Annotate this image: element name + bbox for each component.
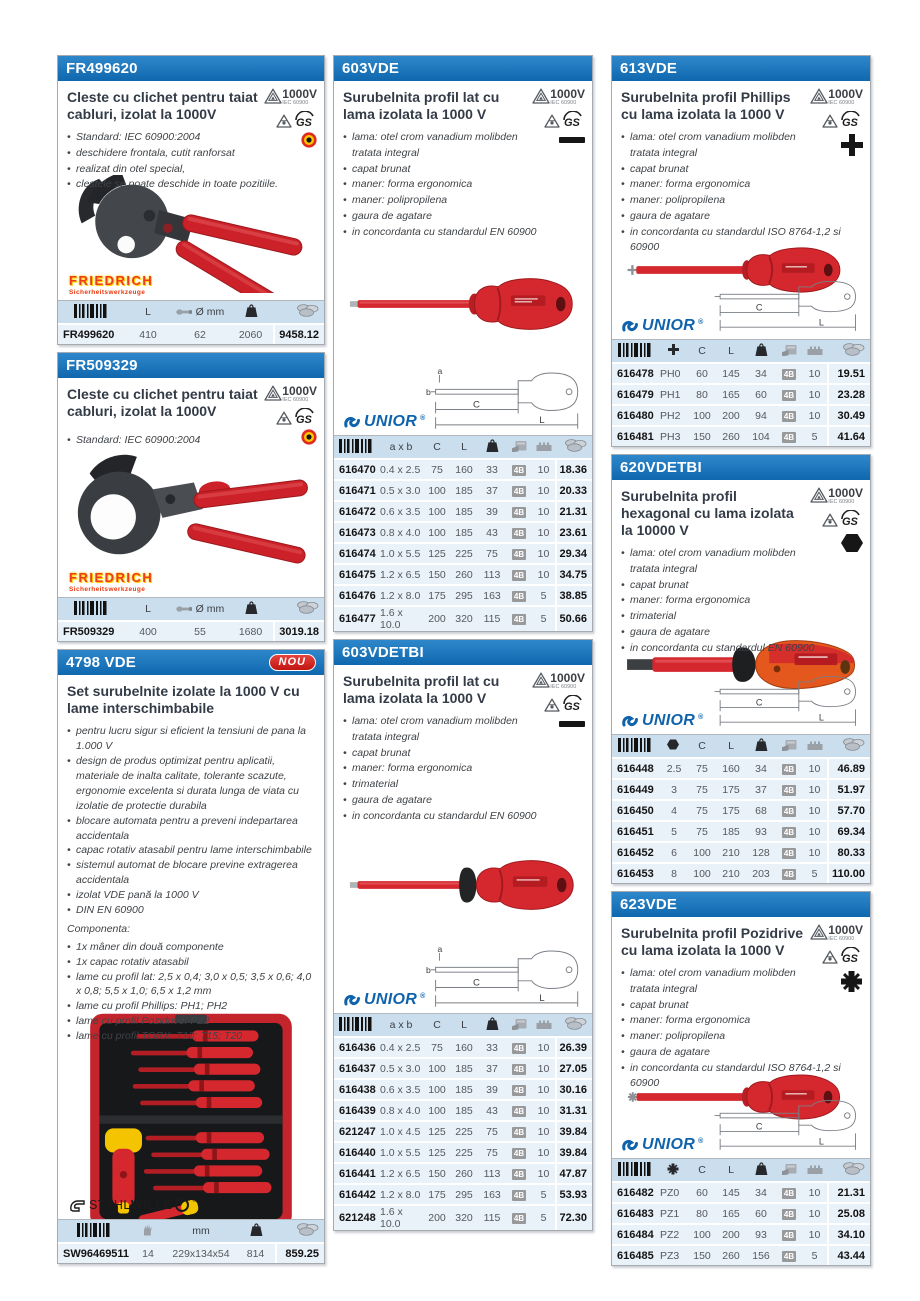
pack-code-badge: 4B xyxy=(783,827,795,837)
bullet-item: • in concordanta cu standardul EN 60900 xyxy=(343,809,583,825)
barcode-icon xyxy=(339,439,373,453)
svg-text:L: L xyxy=(538,414,545,426)
weight-icon xyxy=(250,1223,263,1236)
bullet-item: • blocare automata pentru a preveni indepartarea accidentala xyxy=(67,814,315,844)
blade-size-header: a x b xyxy=(378,436,424,460)
certification-icons: 1000V IEC 60900 GS xyxy=(527,88,585,144)
pack-code-badge: 4B xyxy=(783,869,795,879)
table-row: 616475 1.2 x 6.5 150 260 113 4B 10 34.75 xyxy=(334,564,592,585)
table-row: 621248 1.6 x 10.0 200 320 115 4B 5 72.30 xyxy=(334,1205,592,1230)
screwdriver-image xyxy=(344,258,582,350)
product-block-620vdetbi xyxy=(611,454,871,884)
bullet-item: • maner: forma ergonomica xyxy=(343,761,583,777)
component-item: • 1x mâner din două componente xyxy=(67,940,315,955)
product-header-bar xyxy=(334,56,592,81)
package-icon xyxy=(782,344,797,356)
friedrich-logo: FRIEDRICH Sicherheitswerkzeuge xyxy=(69,272,154,296)
product-block-613vde xyxy=(611,55,871,447)
bullet-item: • pentru lucru sigur si eficient la tensiuni de pana la 1.000 V xyxy=(67,724,315,754)
table-row: 616442 1.2 x 8.0 175 295 163 4B 5 53.93 xyxy=(334,1184,592,1205)
svg-text:L: L xyxy=(818,712,825,723)
table-row: 616437 0.5 x 3.0 100 185 37 4B 10 27.05 xyxy=(334,1058,592,1079)
table-row: 621247 1.0 x 4.5 125 225 75 4B 10 39.84 xyxy=(334,1121,592,1142)
table-row: 616482 PZ0 60 145 34 4B 10 21.31 xyxy=(612,1182,870,1203)
bullet-item: • maner: polipropilena xyxy=(621,1029,861,1045)
pack-code-badge: 4B xyxy=(513,1064,525,1074)
table-row: SW96469511 14 229x134x54 814 859.25 xyxy=(58,1243,324,1263)
bullet-item: • maner: forma ergonomica xyxy=(343,177,583,193)
svg-text:GS: GS xyxy=(296,116,312,128)
stahlwille-logo: STAHLWILLE ® xyxy=(69,1196,315,1214)
product-table: L Ø mm FR509329 400 55 1680 3019.18 xyxy=(58,597,324,641)
dimension-diagram xyxy=(711,676,861,730)
bullet-item: • lama: otel crom vanadium molibden tratata integral xyxy=(621,966,861,998)
product-code: 4798 VDE xyxy=(66,654,136,671)
phillips-symbol-icon xyxy=(841,134,863,156)
product-block-623vde xyxy=(611,891,871,1266)
insulated-1000v-icon xyxy=(532,672,550,688)
bullet-item: • design de produs optimizat pentru aplicatii, materiale de inalta calitate, tolerante scazute, ergonomie excelenta si durata lunga de viata cu izolatie de protectie durabila xyxy=(67,754,315,814)
bullet-item: • Standard: IEC 60900:2004 xyxy=(67,433,315,449)
unior-mark-icon xyxy=(343,991,361,1009)
product-header-bar xyxy=(58,650,324,675)
bullet-item: • capac rotativ atasabil pentru lame interschimbabile xyxy=(67,843,315,858)
unior-logo: UNIOR ® xyxy=(343,413,426,431)
svg-text:b: b xyxy=(425,965,431,976)
table-row: 616452 6 100 210 128 4B 10 80.33 xyxy=(612,842,870,863)
pieces-hand-icon xyxy=(142,1223,154,1236)
table-row: FR499620 410 62 2060 9458.12 xyxy=(58,324,324,344)
pack-code-badge: 4B xyxy=(513,1148,525,1158)
componenta-label: Componenta: xyxy=(67,922,131,935)
bullet-item: • capat brunat xyxy=(343,162,583,178)
table-row: 616451 5 75 185 93 4B 10 69.34 xyxy=(612,821,870,842)
screwdriver-image xyxy=(344,839,582,931)
table-row: 616481 PH3 150 260 104 4B 5 41.64 xyxy=(612,426,870,446)
table-row: 616480 PH2 100 200 94 4B 10 30.49 xyxy=(612,405,870,426)
insulated-1000v-icon xyxy=(264,385,282,401)
product-header-bar xyxy=(334,640,592,665)
weight-icon xyxy=(245,601,258,614)
table-row: 616450 4 75 175 68 4B 10 57.70 xyxy=(612,800,870,821)
unior-logo: UNIOR ® xyxy=(343,991,426,1009)
barcode-icon xyxy=(618,1162,652,1176)
pack-code-badge: 4B xyxy=(513,1127,525,1137)
bullet-item: • capat brunat xyxy=(621,998,861,1014)
svg-text:a: a xyxy=(437,943,442,954)
length-header: L xyxy=(124,301,172,325)
table-row: 616438 0.6 x 3.5 100 185 39 4B 10 30.16 xyxy=(334,1079,592,1100)
pack-code-badge: 4B xyxy=(513,591,525,601)
certification-icons xyxy=(259,88,317,148)
iec-standard-label: IEC 60900 xyxy=(282,100,309,106)
table-row: 616478 PH0 60 145 34 4B 10 19.51 xyxy=(612,363,870,384)
product-block-603vdetbi xyxy=(333,639,593,1231)
pack-code-badge: 4B xyxy=(783,764,795,774)
gs-mark-icon xyxy=(839,947,863,964)
table-row: 616473 0.8 x 4.0 100 185 43 4B 10 23.61 xyxy=(334,522,592,543)
insulated-1000v-icon xyxy=(810,487,828,503)
bullet-item: • gaura de agatare xyxy=(621,1045,861,1061)
pack-code-badge: 4B xyxy=(513,1214,525,1223)
svg-text:L: L xyxy=(818,1136,825,1147)
vde-icon xyxy=(276,411,292,425)
pack-code-badge: 4B xyxy=(783,390,795,400)
gs-mark-icon xyxy=(293,408,317,425)
insulated-1000v-icon xyxy=(810,88,828,104)
pack-code-badge: 4B xyxy=(513,486,525,496)
bullet-item: • maner: forma ergonomica xyxy=(621,1013,861,1029)
dimensions-header: mm xyxy=(166,1220,236,1244)
table-row: 616485 PZ3 150 260 156 4B 5 43.44 xyxy=(612,1245,870,1265)
table-row: 616470 0.4 x 2.5 75 160 33 4B 10 18.36 xyxy=(334,459,592,480)
product-table xyxy=(58,1219,324,1263)
germany-dot-icon xyxy=(301,132,317,148)
svg-text:L: L xyxy=(818,317,825,328)
barcode-icon xyxy=(339,1017,373,1031)
product-code: 623VDE xyxy=(620,896,678,913)
svg-text:a: a xyxy=(437,365,442,376)
bullet-item: • lama: otel crom vanadium molibden tratata integral xyxy=(621,546,861,578)
bullet-item: • in concordanta cu standardul ISO 8764-1,2 si 60900 xyxy=(621,1061,861,1093)
product-title: Surubelnita profil Phillips cu lama izolata la 1000 V xyxy=(621,89,791,123)
insulated-1000v-icon xyxy=(264,88,282,104)
column-left xyxy=(57,55,325,1271)
product-block-fr509329 xyxy=(57,352,325,642)
dimension-diagram xyxy=(426,943,583,1009)
package-icon xyxy=(782,739,797,751)
component-item: • lame cu profil lat: 2,5 x 0,4; 3,0 x 0,5; 3,5 x 0,6; 4,0 x 0,8; 5,5 x 1,0; 6,5 x 1,2 mm xyxy=(67,970,315,1000)
pack-code-badge: 4B xyxy=(513,528,525,538)
pack-code-badge: 4B xyxy=(783,432,795,442)
stahlwille-ring-icon xyxy=(174,1197,190,1213)
svg-text:L: L xyxy=(538,992,545,1004)
table-row: 616477 1.6 x 10.0 200 320 115 4B 5 50.66 xyxy=(334,606,592,631)
pack-code-badge: 4B xyxy=(513,465,525,475)
table-row: 616449 3 75 175 37 4B 10 51.97 xyxy=(612,779,870,800)
pack-code-badge: 4B xyxy=(513,507,525,517)
bullet-item: • capat brunat xyxy=(621,162,861,178)
table-row: 616440 1.0 x 5.5 125 225 75 4B 10 39.84 xyxy=(334,1142,592,1163)
package-icon xyxy=(512,1018,527,1030)
vde-icon xyxy=(544,114,560,128)
unior-mark-icon xyxy=(343,413,361,431)
bullet-item: • trimaterial xyxy=(343,777,583,793)
table-row: 616479 PH1 80 165 60 4B 10 23.28 xyxy=(612,384,870,405)
table-row: 616453 8 100 210 203 4B 5 110.00 xyxy=(612,863,870,883)
pack-code-badge: 4B xyxy=(513,1106,525,1116)
price-coins-icon xyxy=(297,304,320,317)
vde-icon xyxy=(822,950,838,964)
product-title: Cleste cu clichet pentru taiat cabluri, izolat la 1000V xyxy=(67,386,258,420)
bullet-item: • maner: polipropilena xyxy=(343,193,583,209)
product-code: 620VDETBI xyxy=(620,459,702,476)
vde-icon xyxy=(822,114,838,128)
bullet-item: • Standard: IEC 60900:2004 xyxy=(67,130,315,146)
product-header-bar xyxy=(58,353,324,378)
svg-text:b: b xyxy=(425,387,431,398)
bullet-item: • realizat din otel special, xyxy=(67,162,315,178)
dimension-diagram xyxy=(426,365,583,431)
certification-icons: 1000V IEC 60900 GS xyxy=(805,924,863,993)
pack-code-badge: 4B xyxy=(783,785,795,795)
product-title: Surubelnita profil Pozidrive cu lama izolata la 1000 V xyxy=(621,925,804,959)
bullet-item: • clestele se poate deschide in toate pozitiile. xyxy=(67,177,315,193)
bullet-item: • gaura de agatare xyxy=(343,793,583,809)
svg-text:C: C xyxy=(472,399,480,411)
unior-logo: UNIOR ® xyxy=(621,317,704,335)
bullet-item: • capat brunat xyxy=(621,578,861,594)
pack-code-badge: 4B xyxy=(783,411,795,421)
pack-code-badge: 4B xyxy=(783,369,795,379)
certification-icons: 1000V IEC 60900 GS xyxy=(805,487,863,553)
column-middle xyxy=(333,55,593,1238)
bullet-list xyxy=(621,546,861,656)
bullet-item: • maner: forma ergonomica xyxy=(621,177,861,193)
unior-logo: UNIOR ® xyxy=(621,712,704,730)
new-badge: NOU xyxy=(269,654,316,671)
table-row: 616474 1.0 x 5.5 125 225 75 4B 10 29.34 xyxy=(334,543,592,564)
svg-text:C: C xyxy=(472,977,480,989)
product-title: Surubelnita profil lat cu lama izolata la 1000 V xyxy=(343,673,500,707)
insulated-1000v-icon xyxy=(810,924,828,940)
certification-icons: 1000V IEC 60900 GS xyxy=(259,385,317,445)
product-table xyxy=(58,300,324,344)
product-header-bar xyxy=(58,56,324,81)
unior-mark-icon xyxy=(621,712,639,730)
bullet-item: • sistemul automat de blocare previne extragerea accidentala xyxy=(67,858,315,888)
table-row: 616436 0.4 x 2.5 75 160 33 4B 10 26.39 xyxy=(334,1037,592,1058)
gs-mark-icon xyxy=(839,510,863,527)
pack-code-badge: 4B xyxy=(513,570,525,580)
pack-code-badge: 4B xyxy=(783,1188,795,1198)
insulated-1000v-icon xyxy=(532,88,550,104)
barcode-icon xyxy=(618,738,652,752)
component-list xyxy=(67,940,315,1044)
dimension-diagram xyxy=(711,1100,861,1154)
bullet-item: • gaura de agatare xyxy=(621,625,861,641)
pozidriv-symbol-icon xyxy=(840,970,863,993)
product-block-4798vde xyxy=(57,649,325,1264)
cut-diameter-icon xyxy=(176,604,193,614)
vde-icon xyxy=(822,513,838,527)
package-icon xyxy=(512,440,527,452)
bullet-item: • DIN EN 60900 xyxy=(67,903,315,918)
product-table: C L 616478 PH0 60 145 34 4B 10 19.51 616479 PH1 80 165 60 4B 10 23.28 616480 PH2 100 200 94 4B 10 30.49 616481 PH3 150 260 104 4B 5 41.64 xyxy=(612,339,870,446)
pack-code-badge: 4B xyxy=(513,1043,525,1053)
product-code: 603VDE xyxy=(342,60,400,77)
gs-mark-icon xyxy=(561,695,585,712)
vde-icon xyxy=(544,698,560,712)
svg-text:GS: GS xyxy=(842,116,858,128)
bullet-item: • deschidere frontala, cutit ranforsat xyxy=(67,146,315,162)
product-title: Cleste cu clichet pentru taiat cabluri, izolat la 1000V xyxy=(67,89,258,123)
product-table: C L 616482 PZ0 60 145 34 4B 10 21.31 616483 PZ1 80 165 60 4B 10 25.08 616484 PZ2 100 200 93 4B 10 34.10 616485 PZ3 150 260 156 4B 5 43.44 xyxy=(612,1158,870,1265)
pack-code-badge: 4B xyxy=(513,1190,525,1200)
pack-code-badge: 4B xyxy=(783,806,795,816)
bullet-item: • capat brunat xyxy=(343,746,583,762)
barcode-icon xyxy=(74,304,108,318)
svg-text:GS: GS xyxy=(842,515,858,527)
product-title: Surubelnita profil hexagonal cu lama izolata la 10000 V xyxy=(621,488,794,539)
component-item: • 1x capac rotativ atasabil xyxy=(67,955,315,970)
weight-icon xyxy=(486,439,499,452)
pack-code-badge: 4B xyxy=(513,615,525,624)
vde-icon xyxy=(276,114,292,128)
bullet-item: • lama: otel crom vanadium molibden tratata integral xyxy=(621,130,861,162)
bullet-item: • trimaterial xyxy=(621,609,861,625)
barcode-icon xyxy=(74,601,108,615)
bullet-item: • maner: polipropilena xyxy=(621,193,861,209)
weight-icon xyxy=(755,1162,768,1175)
product-block-fr499620 xyxy=(57,55,325,345)
product-header-bar xyxy=(612,892,870,917)
bullet-item: • gaura de agatare xyxy=(621,209,861,225)
pack-code-badge: 4B xyxy=(783,1251,795,1261)
pack-code-badge: 4B xyxy=(513,1085,525,1095)
svg-text:C: C xyxy=(755,1121,763,1132)
table-row: 616471 0.5 x 3.0 100 185 37 4B 10 20.33 xyxy=(334,480,592,501)
bullet-item: • in concordanta cu standardul EN 60900 xyxy=(621,641,861,657)
friedrich-logo: FRIEDRICH Sicherheitswerkzeuge xyxy=(69,569,154,593)
component-item: • lame cu profil TORX: T10; T15; T20 xyxy=(67,1029,315,1044)
table-row: FR509329 400 55 1680 3019.18 xyxy=(58,621,324,641)
bullet-item: • lama: otel crom vanadium molibden tratata integral xyxy=(343,130,583,162)
barcode-icon xyxy=(77,1223,111,1237)
gs-mark-icon xyxy=(293,111,317,128)
certification-icons: 1000V IEC 60900 GS xyxy=(805,88,863,156)
column-right xyxy=(611,55,871,1273)
product-table: a x b C L 616470 0.4 x 2.5 75 160 33 4B 10 18.36 616471 0.5 x 3.0 100 185 37 4B 10 20.33 616472 0.6 x 3.5 100 185 39 4B 10 21.31 616473 0.8 x 4.0 100 185 43 4B 10 23.61 616474 1.0 x 5.5 125 225 75 4B 10 29.34 616475 1.2 x 6.5 150 260 113 4B 10 34.75 616476 1.2 x 8.0 175 295 163 4B 5 38.85 616477 1.6 x 10.0 200 320 115 4B 5 50.66 xyxy=(334,435,592,631)
price-coins-icon xyxy=(843,1162,866,1175)
pack-quantity-icon xyxy=(807,740,823,750)
pack-code-badge: 4B xyxy=(513,549,525,559)
bullet-item: • lama: otel crom vanadium molibden tratata integral xyxy=(343,714,583,746)
table-row: 616439 0.8 x 4.0 100 185 43 4B 10 31.31 xyxy=(334,1100,592,1121)
product-code: 603VDETBI xyxy=(342,644,424,661)
bullet-item: • in concordanta cu standardul ISO 8764-1,2 si 60900 xyxy=(621,225,861,257)
barcode-icon xyxy=(618,343,652,357)
table-row: 616484 PZ2 100 200 93 4B 10 34.10 xyxy=(612,1224,870,1245)
bullet-list xyxy=(343,130,583,240)
bullet-item: • maner: forma ergonomica xyxy=(621,593,861,609)
product-code: 613VDE xyxy=(620,60,678,77)
product-header-bar xyxy=(612,455,870,480)
cable-cutter-image xyxy=(68,448,314,572)
diameter-header: Ø mm xyxy=(195,306,225,318)
package-icon xyxy=(782,1163,797,1175)
svg-text:C: C xyxy=(755,697,763,708)
component-item: • lame cu profil Phillips: PH1; PH2 xyxy=(67,999,315,1014)
unior-mark-icon xyxy=(621,1136,639,1154)
price-coins-icon xyxy=(297,601,320,614)
svg-text:C: C xyxy=(755,302,763,313)
pack-quantity-icon xyxy=(536,441,552,451)
bullet-item: • gaura de agatare xyxy=(343,209,583,225)
table-row: 616476 1.2 x 8.0 175 295 163 4B 5 38.85 xyxy=(334,585,592,606)
germany-dot-icon xyxy=(301,429,317,445)
voltage-label: 1000V xyxy=(282,87,317,101)
product-title: Set surubelnite izolate la 1000 V cu lame interschimbabile xyxy=(67,683,300,717)
pack-quantity-icon xyxy=(807,345,823,355)
product-table: C L 616448 2.5 75 160 34 4B 10 46.89 616449 3 75 175 37 4B 10 51.97 616450 4 75 175 68 4B 10 57.70 616451 5 75 185 93 4B 10 69.34 616452 6 100 210 128 4B 10 80.33 616453 8 100 210 203 4B 5 110.00 xyxy=(612,734,870,883)
bullet-item: • in concordanta cu standardul EN 60900 xyxy=(343,225,583,241)
pack-code-badge: 4B xyxy=(783,1209,795,1219)
pack-code-badge: 4B xyxy=(513,1169,525,1179)
price-coins-icon xyxy=(565,1017,588,1030)
weight-icon xyxy=(755,343,768,356)
pack-quantity-icon xyxy=(536,1019,552,1029)
product-block-603vde xyxy=(333,55,593,632)
bullet-list xyxy=(343,714,583,824)
slotted-blade-icon xyxy=(559,720,585,728)
bullet-list xyxy=(67,724,315,918)
gs-mark-icon xyxy=(839,111,863,128)
weight-icon xyxy=(245,304,258,317)
table-row: 616472 0.6 x 3.5 100 185 39 4B 10 21.31 xyxy=(334,501,592,522)
weight-icon xyxy=(486,1017,499,1030)
cut-diameter-icon xyxy=(176,307,193,317)
product-code: FR499620 xyxy=(66,60,138,77)
bullet-item: • izolat VDE pană la 1000 V xyxy=(67,888,315,903)
svg-text:GS: GS xyxy=(564,700,580,712)
pack-code-badge: 4B xyxy=(783,848,795,858)
table-row: 616483 PZ1 80 165 60 4B 10 25.08 xyxy=(612,1203,870,1224)
svg-text:GS: GS xyxy=(296,413,312,425)
product-title: Surubelnita profil lat cu lama izolata la 1000 V xyxy=(343,89,500,123)
stahlwille-mark-icon xyxy=(69,1198,87,1213)
hexagon-symbol-icon xyxy=(841,533,863,553)
unior-logo: UNIOR ® xyxy=(621,1136,704,1154)
table-row: 616448 2.5 75 160 34 4B 10 46.89 xyxy=(612,758,870,779)
price-coins-icon xyxy=(297,1223,320,1236)
dimension-diagram xyxy=(711,281,861,335)
svg-text:GS: GS xyxy=(842,952,858,964)
price-coins-icon xyxy=(565,439,588,452)
certification-icons: 1000V IEC 60900 GS xyxy=(527,672,585,728)
svg-text:GS: GS xyxy=(564,116,580,128)
price-coins-icon xyxy=(843,738,866,751)
gs-mark-icon xyxy=(561,111,585,128)
product-table: a x b C L 616436 0.4 x 2.5 75 160 33 4B 10 26.39 616437 0.5 x 3.0 100 185 37 4B 10 27.05 616438 0.6 x 3.5 100 185 39 4B 10 30.16 616439 0.8 x 4.0 100 185 43 4B 10 31.31 621247 1.0 x 4.5 125 225 75 4B 10 39.84 616440 1.0 x 5.5 125 225 75 4B 10 39.84 616441 1.2 x 6.5 150 260 113 4B 10 47.87 616442 1.2 x 8.0 175 295 163 4B 5 53.93 621248 1.6 x 10.0 200 320 115 4B 5 72.30 xyxy=(334,1013,592,1230)
unior-mark-icon xyxy=(621,317,639,335)
slotted-blade-icon xyxy=(559,136,585,144)
hexagon-header-icon xyxy=(667,739,679,750)
pack-code-badge: 4B xyxy=(783,1230,795,1240)
component-item: • lame cu profil Pozidrive: PZ2 xyxy=(67,1014,315,1029)
table-row: 616441 1.2 x 6.5 150 260 113 4B 10 47.87 xyxy=(334,1163,592,1184)
phillips-header-icon xyxy=(668,344,679,355)
pozidriv-header-icon xyxy=(667,1163,679,1175)
product-header-bar xyxy=(612,56,870,81)
pack-quantity-icon xyxy=(807,1164,823,1174)
product-code: FR509329 xyxy=(66,357,138,374)
weight-icon xyxy=(755,738,768,751)
price-coins-icon xyxy=(843,343,866,356)
